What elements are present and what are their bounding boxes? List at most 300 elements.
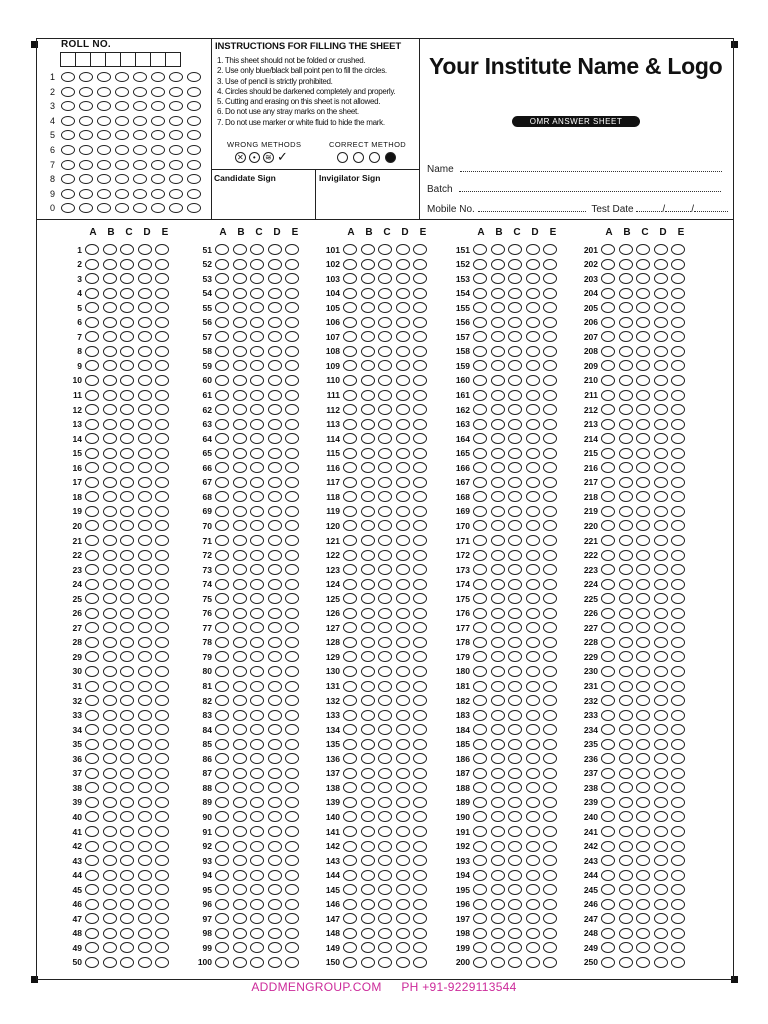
answer-bubble[interactable] (250, 448, 264, 459)
answer-bubble[interactable] (85, 593, 99, 604)
answer-bubble[interactable] (378, 724, 392, 735)
answer-bubble[interactable] (413, 710, 427, 721)
answer-bubble[interactable] (473, 942, 487, 953)
answer-bubble[interactable] (138, 535, 152, 546)
answer-bubble[interactable] (543, 928, 557, 939)
answer-bubble[interactable] (619, 331, 633, 342)
answer-bubble[interactable] (268, 753, 282, 764)
answer-bubble[interactable] (268, 433, 282, 444)
answer-bubble[interactable] (120, 390, 134, 401)
answer-bubble[interactable] (671, 724, 685, 735)
answer-bubble[interactable] (215, 360, 229, 371)
answer-bubble[interactable] (654, 433, 668, 444)
answer-bubble[interactable] (138, 506, 152, 517)
roll-bubble[interactable] (187, 116, 201, 126)
answer-bubble[interactable] (233, 710, 247, 721)
answer-bubble[interactable] (601, 579, 615, 590)
answer-bubble[interactable] (343, 346, 357, 357)
answer-bubble[interactable] (120, 651, 134, 662)
answer-bubble[interactable] (215, 346, 229, 357)
answer-bubble[interactable] (103, 724, 117, 735)
answer-bubble[interactable] (654, 928, 668, 939)
answer-bubble[interactable] (526, 360, 540, 371)
answer-bubble[interactable] (215, 259, 229, 270)
answer-bubble[interactable] (138, 928, 152, 939)
answer-bubble[interactable] (378, 957, 392, 968)
answer-bubble[interactable] (671, 928, 685, 939)
answer-bubble[interactable] (268, 593, 282, 604)
answer-bubble[interactable] (636, 564, 650, 575)
answer-bubble[interactable] (619, 622, 633, 633)
answer-bubble[interactable] (601, 942, 615, 953)
answer-bubble[interactable] (654, 448, 668, 459)
answer-bubble[interactable] (619, 564, 633, 575)
answer-bubble[interactable] (361, 477, 375, 488)
answer-bubble[interactable] (671, 811, 685, 822)
answer-bubble[interactable] (508, 491, 522, 502)
answer-bubble[interactable] (543, 870, 557, 881)
answer-bubble[interactable] (601, 855, 615, 866)
answer-bubble[interactable] (508, 782, 522, 793)
answer-bubble[interactable] (601, 550, 615, 561)
answer-bubble[interactable] (636, 739, 650, 750)
answer-bubble[interactable] (654, 346, 668, 357)
answer-bubble[interactable] (473, 681, 487, 692)
answer-bubble[interactable] (543, 433, 557, 444)
answer-bubble[interactable] (85, 331, 99, 342)
answer-bubble[interactable] (396, 768, 410, 779)
answer-bubble[interactable] (120, 244, 134, 255)
answer-bubble[interactable] (601, 651, 615, 662)
answer-bubble[interactable] (155, 913, 169, 924)
answer-bubble[interactable] (250, 331, 264, 342)
answer-bubble[interactable] (413, 768, 427, 779)
answer-bubble[interactable] (526, 724, 540, 735)
answer-bubble[interactable] (491, 608, 505, 619)
answer-bubble[interactable] (85, 622, 99, 633)
answer-bubble[interactable] (233, 404, 247, 415)
answer-bubble[interactable] (601, 739, 615, 750)
answer-bubble[interactable] (285, 753, 299, 764)
answer-bubble[interactable] (285, 710, 299, 721)
answer-bubble[interactable] (250, 288, 264, 299)
answer-bubble[interactable] (491, 826, 505, 837)
answer-bubble[interactable] (250, 520, 264, 531)
answer-bubble[interactable] (103, 433, 117, 444)
answer-bubble[interactable] (473, 535, 487, 546)
answer-bubble[interactable] (619, 782, 633, 793)
answer-bubble[interactable] (396, 564, 410, 575)
answer-bubble[interactable] (268, 535, 282, 546)
answer-bubble[interactable] (526, 331, 540, 342)
answer-bubble[interactable] (120, 259, 134, 270)
answer-bubble[interactable] (508, 564, 522, 575)
answer-bubble[interactable] (85, 811, 99, 822)
answer-bubble[interactable] (155, 666, 169, 677)
answer-bubble[interactable] (138, 913, 152, 924)
answer-bubble[interactable] (601, 448, 615, 459)
roll-bubble[interactable] (151, 101, 165, 111)
answer-bubble[interactable] (250, 841, 264, 852)
answer-bubble[interactable] (361, 942, 375, 953)
answer-bubble[interactable] (378, 753, 392, 764)
answer-bubble[interactable] (268, 288, 282, 299)
answer-bubble[interactable] (155, 826, 169, 837)
answer-bubble[interactable] (491, 637, 505, 648)
answer-bubble[interactable] (155, 608, 169, 619)
answer-bubble[interactable] (413, 564, 427, 575)
answer-bubble[interactable] (671, 419, 685, 430)
roll-bubble[interactable] (97, 101, 111, 111)
answer-bubble[interactable] (120, 506, 134, 517)
answer-bubble[interactable] (103, 477, 117, 488)
roll-bubble[interactable] (133, 160, 147, 170)
answer-bubble[interactable] (601, 928, 615, 939)
answer-bubble[interactable] (85, 855, 99, 866)
answer-bubble[interactable] (361, 870, 375, 881)
answer-bubble[interactable] (378, 404, 392, 415)
roll-bubble[interactable] (115, 189, 129, 199)
answer-bubble[interactable] (413, 913, 427, 924)
answer-bubble[interactable] (473, 331, 487, 342)
answer-bubble[interactable] (268, 259, 282, 270)
answer-bubble[interactable] (601, 710, 615, 721)
answer-bubble[interactable] (378, 317, 392, 328)
answer-bubble[interactable] (155, 651, 169, 662)
answer-bubble[interactable] (85, 477, 99, 488)
answer-bubble[interactable] (619, 753, 633, 764)
answer-bubble[interactable] (361, 724, 375, 735)
answer-bubble[interactable] (671, 346, 685, 357)
answer-bubble[interactable] (215, 331, 229, 342)
answer-bubble[interactable] (601, 477, 615, 488)
answer-bubble[interactable] (85, 942, 99, 953)
answer-bubble[interactable] (473, 462, 487, 473)
answer-bubble[interactable] (543, 331, 557, 342)
answer-bubble[interactable] (138, 404, 152, 415)
answer-bubble[interactable] (543, 957, 557, 968)
answer-bubble[interactable] (250, 681, 264, 692)
answer-bubble[interactable] (85, 244, 99, 255)
answer-bubble[interactable] (285, 811, 299, 822)
answer-bubble[interactable] (155, 768, 169, 779)
answer-bubble[interactable] (343, 506, 357, 517)
answer-bubble[interactable] (138, 331, 152, 342)
answer-bubble[interactable] (250, 739, 264, 750)
answer-bubble[interactable] (343, 928, 357, 939)
answer-bubble[interactable] (526, 855, 540, 866)
answer-bubble[interactable] (491, 811, 505, 822)
answer-bubble[interactable] (138, 288, 152, 299)
roll-bubble[interactable] (97, 203, 111, 213)
answer-bubble[interactable] (85, 753, 99, 764)
answer-bubble[interactable] (361, 841, 375, 852)
answer-bubble[interactable] (396, 302, 410, 313)
answer-bubble[interactable] (85, 390, 99, 401)
answer-bubble[interactable] (543, 491, 557, 502)
roll-bubble[interactable] (169, 174, 183, 184)
answer-bubble[interactable] (250, 913, 264, 924)
answer-bubble[interactable] (601, 462, 615, 473)
answer-bubble[interactable] (654, 797, 668, 808)
answer-bubble[interactable] (215, 622, 229, 633)
answer-bubble[interactable] (508, 244, 522, 255)
answer-bubble[interactable] (526, 797, 540, 808)
answer-bubble[interactable] (85, 419, 99, 430)
answer-bubble[interactable] (491, 346, 505, 357)
answer-bubble[interactable] (491, 957, 505, 968)
answer-bubble[interactable] (671, 273, 685, 284)
answer-bubble[interactable] (601, 797, 615, 808)
answer-bubble[interactable] (268, 739, 282, 750)
answer-bubble[interactable] (473, 579, 487, 590)
answer-bubble[interactable] (526, 462, 540, 473)
answer-bubble[interactable] (526, 739, 540, 750)
answer-bubble[interactable] (103, 870, 117, 881)
answer-bubble[interactable] (636, 404, 650, 415)
answer-bubble[interactable] (601, 753, 615, 764)
answer-bubble[interactable] (526, 448, 540, 459)
answer-bubble[interactable] (155, 448, 169, 459)
answer-bubble[interactable] (543, 579, 557, 590)
answer-bubble[interactable] (491, 433, 505, 444)
answer-bubble[interactable] (343, 957, 357, 968)
answer-bubble[interactable] (233, 244, 247, 255)
answer-bubble[interactable] (619, 681, 633, 692)
answer-bubble[interactable] (654, 855, 668, 866)
answer-bubble[interactable] (268, 462, 282, 473)
answer-bubble[interactable] (636, 317, 650, 328)
answer-bubble[interactable] (491, 288, 505, 299)
answer-bubble[interactable] (526, 899, 540, 910)
answer-bubble[interactable] (526, 346, 540, 357)
answer-bubble[interactable] (233, 564, 247, 575)
roll-bubble[interactable] (79, 101, 93, 111)
answer-bubble[interactable] (601, 564, 615, 575)
answer-bubble[interactable] (671, 782, 685, 793)
answer-bubble[interactable] (473, 710, 487, 721)
answer-bubble[interactable] (491, 550, 505, 561)
roll-bubble[interactable] (169, 145, 183, 155)
answer-bubble[interactable] (85, 491, 99, 502)
answer-bubble[interactable] (268, 622, 282, 633)
answer-bubble[interactable] (268, 564, 282, 575)
answer-bubble[interactable] (654, 884, 668, 895)
answer-bubble[interactable] (473, 651, 487, 662)
answer-bubble[interactable] (215, 491, 229, 502)
answer-bubble[interactable] (155, 564, 169, 575)
answer-bubble[interactable] (85, 928, 99, 939)
answer-bubble[interactable] (215, 390, 229, 401)
answer-bubble[interactable] (155, 593, 169, 604)
answer-bubble[interactable] (250, 535, 264, 546)
answer-bubble[interactable] (619, 404, 633, 415)
answer-bubble[interactable] (233, 506, 247, 517)
answer-bubble[interactable] (396, 244, 410, 255)
answer-bubble[interactable] (361, 826, 375, 837)
answer-bubble[interactable] (636, 360, 650, 371)
answer-bubble[interactable] (636, 593, 650, 604)
answer-bubble[interactable] (215, 448, 229, 459)
answer-bubble[interactable] (343, 331, 357, 342)
answer-bubble[interactable] (671, 375, 685, 386)
answer-bubble[interactable] (654, 811, 668, 822)
answer-bubble[interactable] (120, 462, 134, 473)
answer-bubble[interactable] (378, 302, 392, 313)
answer-bubble[interactable] (526, 651, 540, 662)
answer-bubble[interactable] (491, 491, 505, 502)
answer-bubble[interactable] (103, 695, 117, 706)
answer-bubble[interactable] (138, 899, 152, 910)
answer-bubble[interactable] (543, 797, 557, 808)
answer-bubble[interactable] (654, 419, 668, 430)
roll-bubble[interactable] (97, 72, 111, 82)
answer-bubble[interactable] (526, 259, 540, 270)
answer-bubble[interactable] (378, 782, 392, 793)
answer-bubble[interactable] (361, 710, 375, 721)
answer-bubble[interactable] (543, 666, 557, 677)
answer-bubble[interactable] (413, 579, 427, 590)
answer-bubble[interactable] (508, 739, 522, 750)
answer-bubble[interactable] (543, 637, 557, 648)
answer-bubble[interactable] (413, 651, 427, 662)
answer-bubble[interactable] (396, 579, 410, 590)
answer-bubble[interactable] (85, 913, 99, 924)
answer-bubble[interactable] (343, 433, 357, 444)
answer-bubble[interactable] (636, 346, 650, 357)
answer-bubble[interactable] (215, 695, 229, 706)
answer-bubble[interactable] (601, 870, 615, 881)
answer-bubble[interactable] (215, 477, 229, 488)
roll-bubble[interactable] (97, 87, 111, 97)
answer-bubble[interactable] (268, 360, 282, 371)
roll-bubble[interactable] (79, 203, 93, 213)
answer-bubble[interactable] (85, 681, 99, 692)
answer-bubble[interactable] (215, 375, 229, 386)
answer-bubble[interactable] (619, 550, 633, 561)
answer-bubble[interactable] (526, 550, 540, 561)
answer-bubble[interactable] (343, 884, 357, 895)
answer-bubble[interactable] (361, 375, 375, 386)
answer-bubble[interactable] (343, 608, 357, 619)
answer-bubble[interactable] (491, 259, 505, 270)
answer-bubble[interactable] (343, 419, 357, 430)
answer-bubble[interactable] (361, 651, 375, 662)
answer-bubble[interactable] (120, 870, 134, 881)
answer-bubble[interactable] (671, 942, 685, 953)
answer-bubble[interactable] (138, 724, 152, 735)
answer-bubble[interactable] (120, 317, 134, 328)
answer-bubble[interactable] (250, 302, 264, 313)
answer-bubble[interactable] (361, 681, 375, 692)
answer-bubble[interactable] (636, 753, 650, 764)
answer-bubble[interactable] (285, 317, 299, 328)
answer-bubble[interactable] (671, 302, 685, 313)
answer-bubble[interactable] (268, 244, 282, 255)
answer-bubble[interactable] (233, 637, 247, 648)
answer-bubble[interactable] (343, 651, 357, 662)
answer-bubble[interactable] (120, 477, 134, 488)
answer-bubble[interactable] (619, 535, 633, 546)
answer-bubble[interactable] (601, 535, 615, 546)
answer-bubble[interactable] (268, 331, 282, 342)
answer-bubble[interactable] (233, 259, 247, 270)
answer-bubble[interactable] (215, 913, 229, 924)
answer-bubble[interactable] (526, 681, 540, 692)
answer-bubble[interactable] (654, 535, 668, 546)
answer-bubble[interactable] (636, 768, 650, 779)
answer-bubble[interactable] (378, 855, 392, 866)
answer-bubble[interactable] (103, 637, 117, 648)
answer-bubble[interactable] (103, 404, 117, 415)
answer-bubble[interactable] (543, 913, 557, 924)
answer-bubble[interactable] (619, 477, 633, 488)
answer-bubble[interactable] (619, 346, 633, 357)
answer-bubble[interactable] (636, 899, 650, 910)
answer-bubble[interactable] (543, 768, 557, 779)
answer-bubble[interactable] (654, 899, 668, 910)
answer-bubble[interactable] (138, 811, 152, 822)
answer-bubble[interactable] (103, 390, 117, 401)
answer-bubble[interactable] (543, 739, 557, 750)
answer-bubble[interactable] (215, 753, 229, 764)
answer-bubble[interactable] (601, 491, 615, 502)
roll-bubble[interactable] (151, 203, 165, 213)
answer-bubble[interactable] (654, 520, 668, 531)
answer-bubble[interactable] (285, 899, 299, 910)
answer-bubble[interactable] (378, 928, 392, 939)
answer-bubble[interactable] (671, 870, 685, 881)
answer-bubble[interactable] (654, 302, 668, 313)
answer-bubble[interactable] (120, 681, 134, 692)
roll-bubble[interactable] (79, 72, 93, 82)
answer-bubble[interactable] (654, 288, 668, 299)
answer-bubble[interactable] (491, 768, 505, 779)
answer-bubble[interactable] (138, 390, 152, 401)
answer-bubble[interactable] (155, 331, 169, 342)
answer-bubble[interactable] (285, 448, 299, 459)
answer-bubble[interactable] (233, 608, 247, 619)
answer-bubble[interactable] (103, 797, 117, 808)
answer-bubble[interactable] (508, 899, 522, 910)
answer-bubble[interactable] (233, 346, 247, 357)
answer-bubble[interactable] (138, 550, 152, 561)
answer-bubble[interactable] (654, 913, 668, 924)
answer-bubble[interactable] (671, 462, 685, 473)
answer-bubble[interactable] (508, 550, 522, 561)
answer-bubble[interactable] (215, 302, 229, 313)
answer-bubble[interactable] (636, 666, 650, 677)
answer-bubble[interactable] (268, 273, 282, 284)
answer-bubble[interactable] (543, 899, 557, 910)
answer-bubble[interactable] (473, 244, 487, 255)
answer-bubble[interactable] (601, 782, 615, 793)
answer-bubble[interactable] (654, 244, 668, 255)
answer-bubble[interactable] (138, 448, 152, 459)
answer-bubble[interactable] (103, 666, 117, 677)
answer-bubble[interactable] (138, 360, 152, 371)
answer-bubble[interactable] (215, 535, 229, 546)
answer-bubble[interactable] (215, 768, 229, 779)
answer-bubble[interactable] (120, 404, 134, 415)
answer-bubble[interactable] (654, 826, 668, 837)
answer-bubble[interactable] (601, 768, 615, 779)
answer-bubble[interactable] (473, 811, 487, 822)
answer-bubble[interactable] (155, 346, 169, 357)
answer-bubble[interactable] (361, 433, 375, 444)
answer-bubble[interactable] (155, 302, 169, 313)
answer-bubble[interactable] (250, 622, 264, 633)
